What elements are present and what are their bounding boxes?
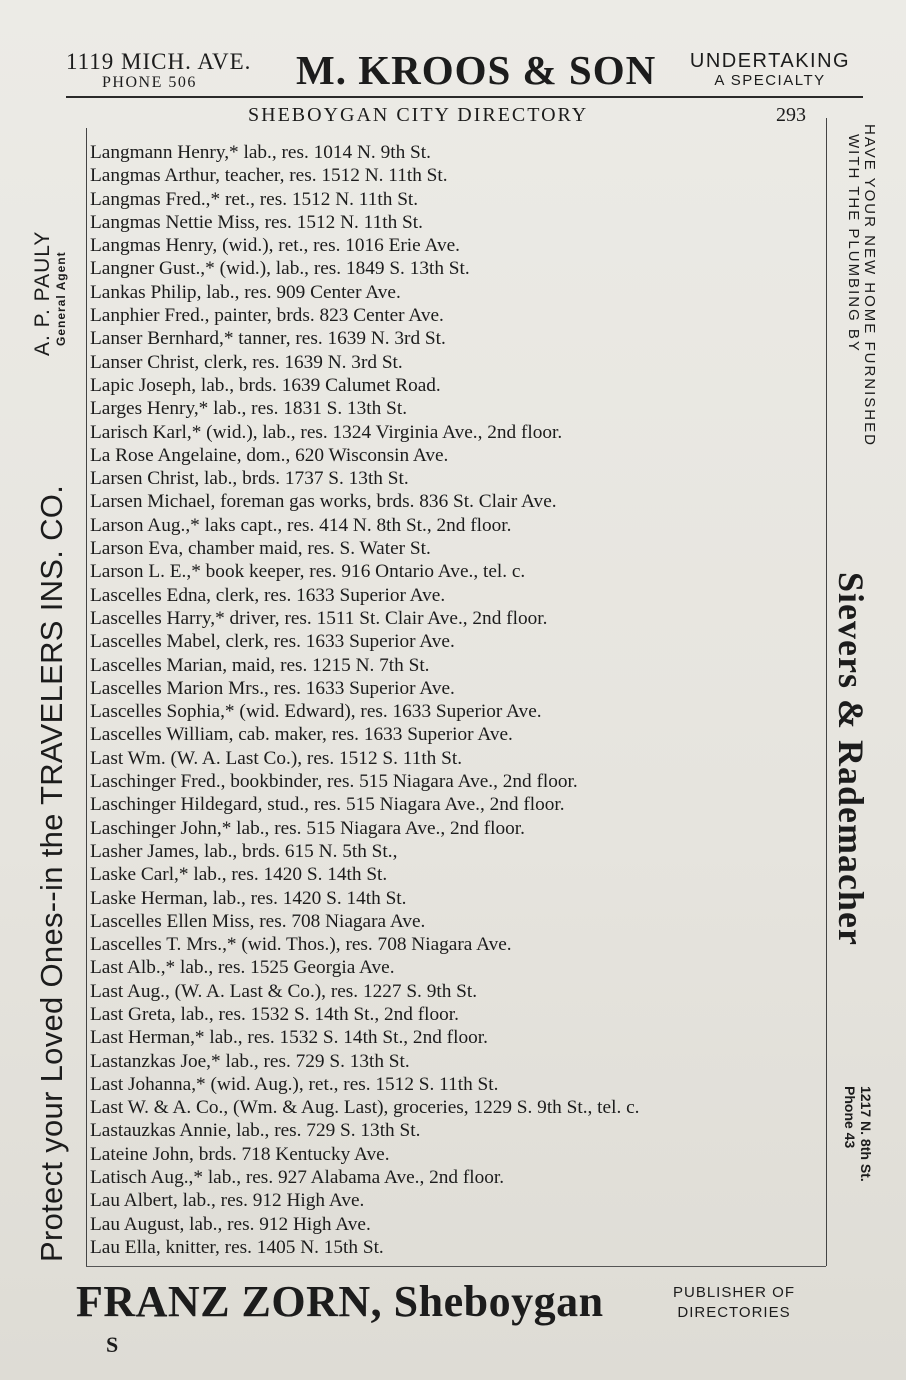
directory-entry: Last Wm. (W. A. Last Co.), res. 1512 S. 11th St.	[90, 747, 463, 769]
directory-entry: Lascelles Edna, clerk, res. 1633 Superior Ave.	[90, 584, 446, 606]
directory-entry: Langmas Arthur, teacher, res. 1512 N. 11th St.	[90, 165, 448, 187]
directory-entry: Lascelles Marion Mrs., res. 1633 Superior Ave.	[90, 677, 455, 699]
directory-entry: Larson Aug.,* laks capt., res. 414 N. 8th St., 2nd floor.	[90, 514, 512, 536]
right-margin-ad	[820, 124, 880, 1264]
directory-entry: Langmas Henry, (wid.), ret., res. 1016 Erie Ave.	[90, 235, 460, 257]
header-address: 1119 MICH. AVE.	[66, 49, 252, 74]
left-margin-ad	[30, 122, 86, 1262]
directory-entry: Lateine John, brds. 718 Kentucky Ave.	[90, 1143, 390, 1165]
directory-entry: Last Aug., (W. A. Last & Co.), res. 1227 S. 9th St.	[90, 980, 478, 1002]
header-ad-left	[66, 50, 286, 92]
directory-entry: Lascelles Ellen Miss, res. 708 Niagara Ave.	[90, 910, 426, 932]
directory-entry: Lastauzkas Annie, lab., res. 729 S. 13th St.	[90, 1120, 421, 1142]
directory-entry: Lascelles William, cab. maker, res. 1633 Superior Ave.	[90, 724, 513, 746]
directory-entry: Larisch Karl,* (wid.), lab., res. 1324 Virginia Ave., 2nd floor.	[90, 421, 563, 443]
directory-entry: Lau Ella, knitter, res. 1405 N. 15th St.	[90, 1236, 384, 1258]
signature-mark: S	[106, 1332, 119, 1357]
right-ad-firm-name: Sievers & Rademacher	[831, 572, 871, 946]
left-column-rule	[86, 128, 87, 1266]
directory-entry: Laschinger Fred., bookbinder, res. 515 Niagara Ave., 2nd floor.	[90, 771, 578, 793]
footer-publisher-line1: PUBLISHER OF	[672, 1284, 796, 1301]
header-specialty-line2: A SPECIALTY	[714, 72, 826, 89]
directory-entry: Larson L. E.,* book keeper, res. 916 Ontario Ave., tel. c.	[90, 561, 526, 583]
left-ad-agent-role: General Agent	[54, 251, 68, 346]
directory-entry: Lasher James, lab., brds. 615 N. 5th St.,	[90, 840, 398, 862]
directory-entry: Lastanzkas Joe,* lab., res. 729 S. 13th St.	[90, 1050, 410, 1072]
directory-entry: Lanser Christ, clerk, res. 1639 N. 3rd St.	[90, 351, 403, 373]
directory-entry: Langmann Henry,* lab., res. 1014 N. 9th St.	[90, 142, 431, 163]
right-ad-phone: Phone 43	[842, 1086, 858, 1149]
left-ad-agent-name: A. P. PAULY	[31, 230, 54, 356]
directory-listing	[90, 141, 825, 1259]
directory-entry: Last W. & A. Co., (Wm. & Aug. Last), groceries, 1229 S. 9th St., tel. c.	[90, 1097, 640, 1119]
bottom-column-rule	[86, 1266, 826, 1267]
right-ad-line1: HAVE YOUR NEW HOME FURNISHED	[861, 124, 878, 447]
footer-firm-name: FRANZ ZORN, Sheboygan	[76, 1277, 604, 1326]
running-title: SHEBOYGAN CITY DIRECTORY	[248, 104, 589, 126]
directory-entry: Langner Gust.,* (wid.), lab., res. 1849 S. 13th St.	[90, 258, 470, 280]
directory-entry: Laske Herman, lab., res. 1420 S. 14th St.	[90, 887, 407, 909]
header-divider	[66, 96, 863, 98]
directory-entry: Larges Henry,* lab., res. 1831 S. 13th St.	[90, 398, 408, 420]
header-phone: PHONE 506	[102, 74, 197, 91]
directory-entry: Lascelles Marian, maid, res. 1215 N. 7th St.	[90, 654, 430, 676]
directory-entry: Last Greta, lab., res. 1532 S. 14th St., 2nd floor.	[90, 1003, 459, 1025]
directory-entry: Langmas Fred.,* ret., res. 1512 N. 11th St.	[90, 188, 419, 210]
directory-entry: Lankas Philip, lab., res. 909 Center Ave.	[90, 281, 401, 303]
right-ad-address: 1217 N. 8th St.	[858, 1086, 874, 1182]
directory-entry: Laschinger John,* lab., res. 515 Niagara Ave., 2nd floor.	[90, 817, 525, 839]
page-number: 293	[776, 104, 806, 126]
directory-entry: Last Alb.,* lab., res. 1525 Georgia Ave.	[90, 957, 395, 979]
directory-entry: Lascelles Sophia,* (wid. Edward), res. 1633 Superior Ave.	[90, 701, 542, 723]
directory-entry: Last Johanna,* (wid. Aug.), ret., res. 1512 S. 11th St.	[90, 1073, 499, 1095]
directory-entry: Lanphier Fred., painter, brds. 823 Center Ave.	[90, 305, 444, 327]
footer-publisher-line2: DIRECTORIES	[677, 1304, 791, 1321]
footer-publisher-block	[652, 1283, 816, 1323]
header-firm-name: M. KROOS & SON	[296, 47, 657, 93]
directory-entry: Lascelles Mabel, clerk, res. 1633 Superior Ave.	[90, 631, 455, 653]
directory-entry: Langmas Nettie Miss, res. 1512 N. 11th St.	[90, 211, 423, 233]
directory-entry: Larsen Michael, foreman gas works, brds. 836 St. Clair Ave.	[90, 491, 557, 513]
directory-entry: Lapic Joseph, lab., brds. 1639 Calumet Road.	[90, 374, 441, 396]
directory-entry: Laske Carl,* lab., res. 1420 S. 14th St.	[90, 864, 388, 886]
directory-entry: Lascelles Harry,* driver, res. 1511 St. Clair Ave., 2nd floor.	[90, 607, 548, 629]
directory-entry: Larsen Christ, lab., brds. 1737 S. 13th St.	[90, 468, 409, 490]
left-ad-text: Protect your Loved Ones--in the TRAVELERS INS. CO.	[34, 484, 69, 1262]
directory-entry: Laschinger Hildegard, stud., res. 515 Niagara Ave., 2nd floor.	[90, 794, 565, 816]
directory-entry: Lanser Bernhard,* tanner, res. 1639 N. 3rd St.	[90, 328, 446, 350]
directory-entry: Last Herman,* lab., res. 1532 S. 14th St., 2nd floor.	[90, 1027, 488, 1049]
directory-entry: La Rose Angelaine, dom., 620 Wisconsin Ave.	[90, 444, 449, 466]
directory-entry: Lau Albert, lab., res. 912 High Ave.	[90, 1190, 365, 1212]
directory-entry: Larson Eva, chamber maid, res. S. Water St.	[90, 538, 431, 560]
header-specialty-line1: UNDERTAKING	[689, 50, 851, 72]
left-ad-agent-block	[32, 231, 68, 356]
header-ad-right	[668, 50, 872, 90]
right-ad-line2: WITH THE PLUMBING BY	[845, 134, 862, 353]
directory-entry: Lascelles T. Mrs.,* (wid. Thos.), res. 708 Niagara Ave.	[90, 934, 512, 956]
directory-entry: Lau August, lab., res. 912 High Ave.	[90, 1213, 371, 1235]
directory-entry: Latisch Aug.,* lab., res. 927 Alabama Ave., 2nd floor.	[90, 1167, 505, 1189]
